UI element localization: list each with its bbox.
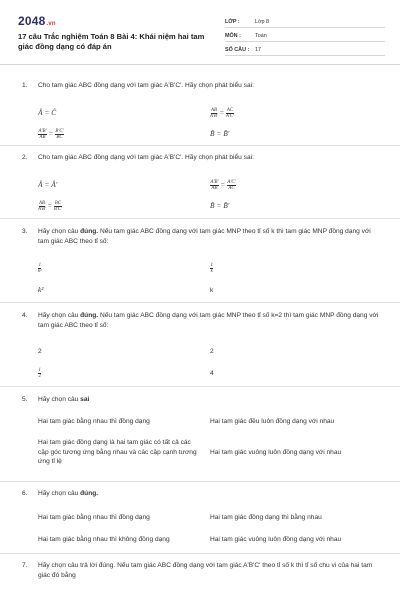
question-text: Hãy chọn câu đúng. Nếu tam giác ABC đồng dạng với tam giác MNP theo tỉ số k thì tam giác MNP đồng dạng với tam giác ABC theo tỉ số: bbox=[38, 228, 371, 245]
question-text: Cho tam giác ABC đồng dạng với tam giác A'B'C'. Hãy chọn phát biểu sai: bbox=[38, 82, 254, 89]
question-text: Hãy chọn câu sai bbox=[38, 396, 90, 403]
option-b[interactable]: $\frac{A'B'}{AB}$ = $\frac{A'C'}{AC}$ bbox=[210, 180, 236, 191]
option-d[interactable]: Hai tam giác vuông luôn đồng dạng với nhau bbox=[210, 536, 342, 543]
document-meta bbox=[225, 16, 385, 58]
meta-class: LỚP : Lớp 8 bbox=[225, 16, 385, 28]
question-text: Hãy chọn câu đúng. Nếu tam giác ABC đồng dạng với tam giác MNP theo tỉ số k=2 thì tam giác MNP đồng dạng với tam giác ABC theo tỉ số: bbox=[38, 312, 379, 329]
question-divider bbox=[0, 218, 400, 219]
question-6: 6. Hãy chọn câu đúng. Hai tam giác bằng nhau thì đồng dạng Hai tam giác đồng dạng thì bằng nhau Hai tam giác bằng nhau thì không đồng dạng Hai tam giác vuông luôn đồng dạng với nhau bbox=[22, 489, 382, 549]
document-title: 17 câu Trắc nghiệm Toán 8 Bài 4: Khái niệm hai tam giác đồng dạng có đáp án bbox=[18, 32, 205, 51]
question-3: 3. Hãy chọn câu đúng. Nếu tam giác ABC đồng dạng với tam giác MNP theo tỉ số k thì tam giác MNP đồng dạng với tam giác ABC theo tỉ số: $\frac{1}{\text{k²}}$ $\frac{1}{k}$ k² k bbox=[22, 227, 382, 297]
option-a[interactable]: Â = Ĉ bbox=[38, 108, 57, 117]
option-b[interactable]: Hai tam giác đồng dạng thì bằng nhau bbox=[210, 514, 322, 521]
question-divider bbox=[0, 302, 400, 303]
option-c[interactable]: $\frac{1}{2}$ bbox=[38, 368, 41, 379]
option-d[interactable]: B̂ = B̂' bbox=[210, 129, 230, 138]
option-a[interactable]: Hai tam giác bằng nhau thì đồng dạng bbox=[38, 514, 150, 521]
option-d[interactable]: k bbox=[210, 287, 214, 294]
option-c[interactable]: Hai tam giác bằng nhau thì không đồng dạng bbox=[38, 536, 170, 543]
option-c[interactable]: $\frac{A'B'}{AB}$ = $\frac{B'C'}{BC}$ bbox=[38, 129, 64, 140]
question-4: 4. Hãy chọn câu đúng. Nếu tam giác ABC đồng dạng với tam giác MNP theo tỉ số k=2 thì tam giác MNP đồng dạng với tam giác ABC theo tỉ số: 2 2 $\frac{1}{2}$ 4 bbox=[22, 311, 382, 381]
option-a[interactable]: 2 bbox=[38, 348, 42, 355]
question-divider bbox=[0, 553, 400, 554]
question-2: 2. Cho tam giác ABC đồng dạng với tam giác A'B'C'. Hãy chọn phát biểu sai: Â = Â' $\frac{A'B'}{AB}$ = $\frac{A'C'}{AC}$ $\frac{AB}{A'B'}$ = $\frac{BC}{B'C'}$ B̂ = B̂' bbox=[22, 154, 254, 212]
site-logo[interactable]: 2048.vn bbox=[18, 14, 56, 28]
option-a[interactable]: Hai tam giác bằng nhau thì đồng dạng bbox=[38, 418, 150, 425]
option-d[interactable]: 4 bbox=[210, 370, 214, 377]
header-divider bbox=[0, 64, 400, 65]
question-text: Hãy chọn câu đúng. bbox=[38, 490, 99, 497]
question-text: Hãy chọn câu trả lời đúng. Nếu tam giác ABC đồng dạng với tam giác A'B'C' theo tỉ số k thì tỉ số chu vi của hai tam giác đó bằng bbox=[38, 562, 373, 579]
option-b[interactable]: $\frac{1}{k}$ bbox=[210, 263, 213, 274]
option-b[interactable]: 2 bbox=[210, 348, 214, 355]
option-c[interactable]: Hai tam giác đồng dạng là hai tam giác có tất cả các cặp góc tương ứng bằng nhau và các cặp cạnh tương ứng tỉ lệ bbox=[38, 439, 197, 465]
question-divider bbox=[0, 386, 400, 387]
option-b[interactable]: Hai tam giác đều luôn đồng dạng với nhau bbox=[210, 418, 335, 425]
option-a[interactable]: $\frac{1}{\text{k²}}$ bbox=[38, 263, 42, 274]
question-7: 7. Hãy chọn câu trả lời đúng. Nếu tam giác ABC đồng dạng với tam giác A'B'C' theo tỉ số k thì tỉ số chu vi của hai tam giác đó bằng bbox=[22, 561, 382, 581]
option-c[interactable]: k² bbox=[38, 285, 44, 294]
question-text: Cho tam giác ABC đồng dạng với tam giác A'B'C'. Hãy chọn phát biểu sai: bbox=[38, 154, 254, 161]
question-1: 1. Cho tam giác ABC đồng dạng với tam giác A'B'C'. Hãy chọn phát biểu sai: Â = Ĉ $\frac{AB}{A'B'}$ = $\frac{AC}{A'C'}$ $\frac{A'B'}{AB}$ = $\frac{B'C'}{BC}$ B̂ = B̂' bbox=[22, 82, 254, 140]
question-5: 5. Hãy chọn câu sai Hai tam giác bằng nhau thì đồng dạng Hai tam giác đều luôn đồng dạng với nhau Hai tam giác đồng dạng là hai tam giác có tất cả các cặp góc tương ứng bằng nhau và các cặp cạnh tương ứng tỉ lệ Hai tam giác vuông luôn đồng dạng với nhau bbox=[22, 395, 382, 477]
option-c[interactable]: $\frac{AB}{A'B'}$ = $\frac{BC}{B'C'}$ bbox=[38, 201, 63, 212]
option-d[interactable]: B̂ = B̂' bbox=[210, 201, 230, 210]
meta-subject: MÔN : Toán bbox=[225, 30, 385, 42]
meta-question-count: SỐ CÂU : 17 bbox=[225, 44, 385, 56]
option-d[interactable]: Hai tam giác vuông luôn đồng dạng với nhau bbox=[210, 449, 342, 456]
option-a[interactable]: Â = Â' bbox=[38, 180, 58, 189]
option-b[interactable]: $\frac{AB}{A'B'}$ = $\frac{AC}{A'C'}$ bbox=[210, 108, 235, 119]
question-divider bbox=[0, 481, 400, 482]
question-divider bbox=[0, 145, 400, 146]
